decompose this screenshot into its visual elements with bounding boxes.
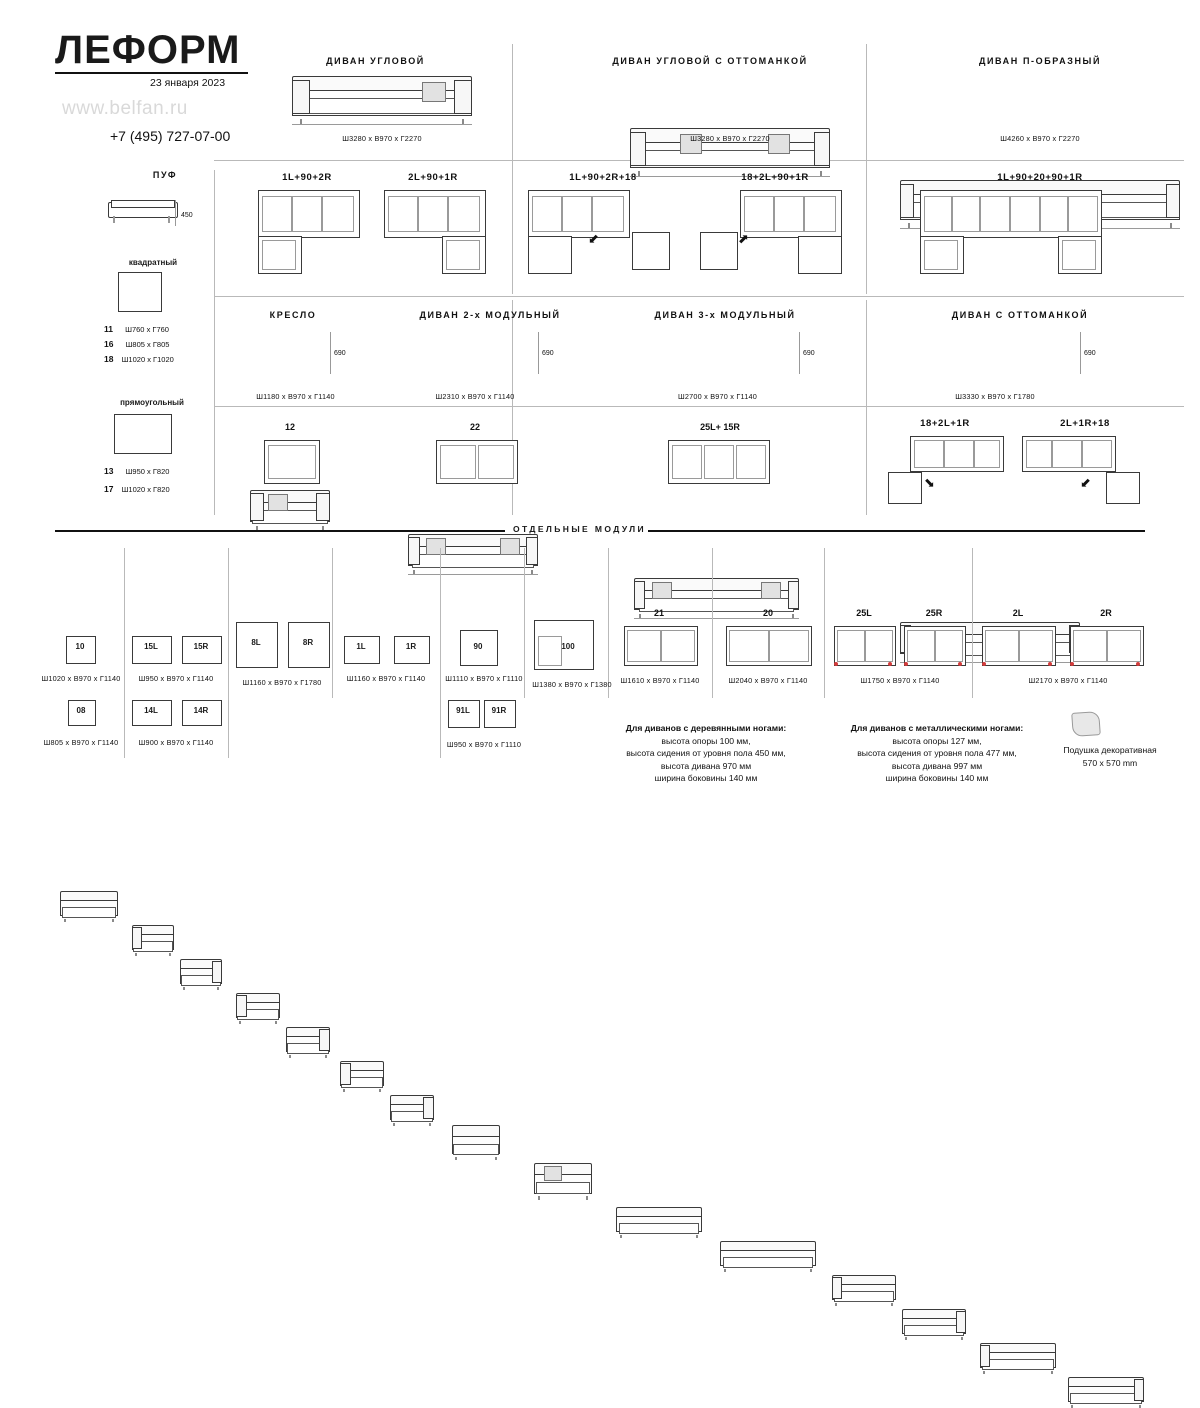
footnote-wooden-legs [596,722,816,785]
module-code-25L: 25L [856,608,872,618]
modules-rule-right [648,530,1145,532]
pouf-rect-num-1: 17 [104,484,114,494]
sofa3-plan [668,440,768,482]
config-label-1L-90-2R: 1L+90+2R [282,172,332,183]
corner-ottoman-illustration [630,124,830,176]
config-label-1L-90-2R-18: 1L+90+2R+18 [569,172,637,183]
module-code-8R: 8R [302,638,314,647]
module-dims-100: Ш1380 x В970 x Г1380 [532,680,612,689]
module-illustration-15L [132,922,174,956]
brand-title: ЛЕФОРМ [55,28,241,72]
module-dims-08: Ш805 x В970 x Г1140 [43,738,119,747]
corner-sofa-dims: Ш3280 x В970 x Г2270 [342,134,422,143]
module-code-21: 21 [653,608,664,618]
armchair-illustration [250,486,330,530]
document-date: 23 января 2023 [150,77,226,89]
footnote-metal-title: Для диванов с металлическими ногами: [850,723,1024,733]
module-code-08: 08 [76,706,86,715]
footnote-wooden-line-2: высота дивана 970 мм [660,760,752,771]
module-plan-2R [1070,626,1142,664]
pouf-square-dims-1: Ш805 x Г805 [125,340,170,349]
divider-vertical-2 [866,44,867,294]
section-title-armchair: КРЕСЛО [269,310,317,320]
pouf-rect-item-0 [104,466,169,476]
pouf-illustration [108,196,178,226]
armchair-plan-label: 12 [284,422,295,432]
module-code-1L: 1L [356,642,366,651]
module-divider-6 [608,548,609,698]
arrow-icon-sofa-ottoman-1: ⬊ [924,475,935,490]
module-illustration-2R [1068,1374,1144,1408]
pouf-rect-item-1 [104,484,170,494]
config-plan-18-2L-1R [888,436,1008,502]
module-code-14R: 14R [193,706,209,715]
module-plan-2L [982,626,1054,664]
divider-vertical-1 [512,44,513,294]
module-dims-25: Ш1750 x В970 x Г1140 [860,676,940,685]
module-illustration-90 [452,1122,500,1160]
module-code-25R: 25R [925,608,943,618]
pouf-square-dims-0: Ш760 x Г760 [125,325,169,334]
module-divider-4 [440,548,441,758]
divider-vertical-4 [866,300,867,515]
section-title-sofa-ottoman: ДИВАН С ОТТОМАНКОЙ [951,310,1089,320]
divider-horizontal-2 [214,296,1184,297]
module-illustration-1R [390,1092,434,1126]
sofa2-plan [436,440,516,482]
divider-horizontal-3 [214,406,1184,407]
config-label-18-2L-1R: 18+2L+1R [920,418,970,429]
pillow-label: Подушка декоративная [1063,745,1157,755]
phone-text: +7 (495) 727-07-00 [110,128,231,144]
footnote-wooden-line-3: ширина боковины 140 мм [654,773,758,783]
module-dims-2: Ш2170 x В970 x Г1140 [1028,676,1108,685]
section-title-u-sofa: ДИВАН П-ОБРАЗНЫЙ [978,56,1102,66]
module-divider-1 [124,548,125,758]
footnote-wooden-line-0: высота опоры 100 мм, [661,735,751,746]
module-divider-3 [332,548,333,698]
module-illustration-25R [902,1306,966,1340]
module-dims-10: Ш1020 x В970 x Г1140 [41,674,121,683]
module-dims-21: Ш1610 x В970 x Г1140 [620,676,700,685]
sofa2-plan-label: 22 [469,422,480,432]
config-label-u: 1L+90+20+90+1R [997,172,1083,183]
config-label-18-2L-90-1R: 18+2L+90+1R [741,172,809,183]
module-divider-7 [712,548,713,698]
module-illustration-8R [286,1024,330,1058]
brand-rule [55,72,248,74]
module-code-90: 90 [473,642,483,651]
module-code-91L: 91L [456,706,470,715]
sofa3-height: 690 [803,350,815,357]
modules-section-title: ОТДЕЛЬНЫЕ МОДУЛИ [513,524,647,534]
module-plan-20 [726,626,810,664]
sofa2-height-dimline [538,332,539,374]
modules-rule-left [55,530,505,532]
footnote-metal-line-2: высота дивана 997 мм [891,760,983,771]
module-illustration-8L [236,990,280,1024]
module-illustration-21 [616,1204,702,1238]
pouf-square-dims-2: Ш1020 x Г1020 [121,355,174,364]
sofa2-height: 690 [542,350,554,357]
footnote-wooden-line-1: высота сидения от уровня пола 450 мм, [626,748,786,758]
module-illustration-1L [340,1058,384,1092]
pouf-height-dimline [175,200,176,226]
module-divider-8 [824,548,825,698]
section-title-corner-sofa: ДИВАН УГЛОВОЙ [326,56,425,66]
config-plan-1L-90-2R [258,190,358,272]
sofa3-height-dimline [799,332,800,374]
module-code-15L: 15L [144,642,158,651]
module-illustration-25L [832,1272,896,1306]
pouf-square-num-1: 16 [104,339,114,349]
module-divider-2 [228,548,229,758]
module-plan-25R [904,626,964,664]
module-plan-21 [624,626,696,664]
pillow-caption [1040,744,1180,769]
arrow-icon-sofa-ottoman-2: ⬋ [1080,475,1091,490]
footnote-metal-legs [822,722,1052,785]
sofa-ottoman-dims: Ш3330 x В970 x Г1780 [955,392,1035,401]
module-divider-9 [972,548,973,698]
section-title-sofa3: ДИВАН 3-х МОДУЛЬНЫЙ [654,310,796,320]
config-plan-2L-1R-18 [1022,436,1142,502]
armchair-height: 690 [334,350,346,357]
pouf-rect-dims-0: Ш950 x Г820 [125,467,170,476]
module-illustration-15R [180,956,222,990]
config-plan-2L-90-1R [384,190,484,272]
module-dims-15: Ш950 x В970 x Г1140 [138,674,214,683]
pouf-square-item-1 [104,339,169,349]
pouf-square-title: квадратный [128,258,178,267]
pouf-rect-num-0: 13 [104,466,114,476]
module-illustration-100 [534,1160,592,1200]
module-dims-14: Ш900 x В970 x Г1140 [138,738,214,747]
armchair-plan [264,440,318,482]
module-dims-91: Ш950 x В970 x Г1110 [446,740,522,749]
pouf-rect-plan [114,414,172,454]
module-plan-25L [834,626,894,664]
corner-sofa-illustration [292,72,472,124]
module-dims-90: Ш1110 x В970 x Г1110 [445,674,523,683]
footnote-metal-line-1: высота сидения от уровня пола 477 мм, [857,748,1017,758]
corner-ottoman-dims: Ш3280 x В970 x Г2270 [690,134,770,143]
module-dims-20: Ш2040 x В970 x Г1140 [728,676,808,685]
module-code-2L: 2L [1012,608,1024,618]
config-plan-18-2L-90-1R [700,190,850,276]
pouf-height-label: 450 [181,212,193,219]
arrow-icon-ottoman-2: ⬈ [738,231,749,246]
pouf-rect-dims-1: Ш1020 x Г820 [121,485,170,494]
arrow-icon-ottoman-1: ⬋ [588,231,599,246]
module-code-8L: 8L [251,638,261,647]
section-title-corner-ottoman: ДИВАН УГЛОВОЙ С ОТТОМАНКОЙ [612,56,808,66]
module-illustration-20 [720,1238,816,1272]
config-plan-1L-90-2R-18 [528,190,673,276]
module-code-15R: 15R [193,642,209,651]
module-code-20: 20 [762,608,773,618]
module-illustration-10 [60,888,118,922]
module-dims-8: Ш1160 x В970 x Г1780 [242,678,322,687]
module-code-100: 100 [561,642,575,651]
divider-vertical-left [214,170,215,515]
footnote-wooden-title: Для диванов с деревянными ногами: [625,723,787,733]
pouf-square-num-0: 11 [104,324,113,334]
config-label-2L-1R-18: 2L+1R+18 [1060,418,1110,429]
module-dims-1: Ш1160 x В970 x Г1140 [346,674,426,683]
armchair-height-dimline [330,332,331,374]
u-sofa-dims: Ш4260 x В970 x Г2270 [1000,134,1080,143]
pouf-title: ПУФ [152,170,178,180]
sofa-ottoman-height: 690 [1084,350,1096,357]
module-code-1R: 1R [405,642,417,651]
module-code-91R: 91R [491,706,507,715]
module-code-14L: 14L [144,706,158,715]
module-code-2R: 2R [1100,608,1112,618]
pouf-square-num-2: 18 [104,354,114,364]
sofa-ottoman-height-dimline [1080,332,1081,374]
module-code-10: 10 [75,642,85,651]
decorative-pillow-icon [1071,711,1101,737]
footnote-metal-line-0: высота опоры 127 мм, [892,735,982,746]
armchair-dims: Ш1180 x В970 x Г1140 [256,392,335,401]
pouf-square-item-2 [104,354,174,364]
section-title-sofa2: ДИВАН 2-х МОДУЛЬНЫЙ [419,310,561,320]
sofa3-dims: Ш2700 x В970 x Г1140 [677,392,757,401]
sofa3-plan-label: 25L+ 15R [700,422,740,432]
config-plan-u [920,190,1150,272]
footnote-metal-line-3: ширина боковины 140 мм [885,773,989,783]
sofa2-dims: Ш2310 x В970 x Г1140 [435,392,515,401]
sofa2-illustration [408,530,538,574]
website-text: www.belfan.ru [62,98,188,119]
pouf-square-item-0 [104,324,169,334]
module-illustration-2L [980,1340,1056,1374]
pouf-square-plan [118,272,162,312]
config-label-2L-90-1R: 2L+90+1R [408,172,458,183]
pouf-rect-title: прямоугольный [120,398,184,407]
pillow-size: 570 x 570 mm [1082,757,1138,768]
